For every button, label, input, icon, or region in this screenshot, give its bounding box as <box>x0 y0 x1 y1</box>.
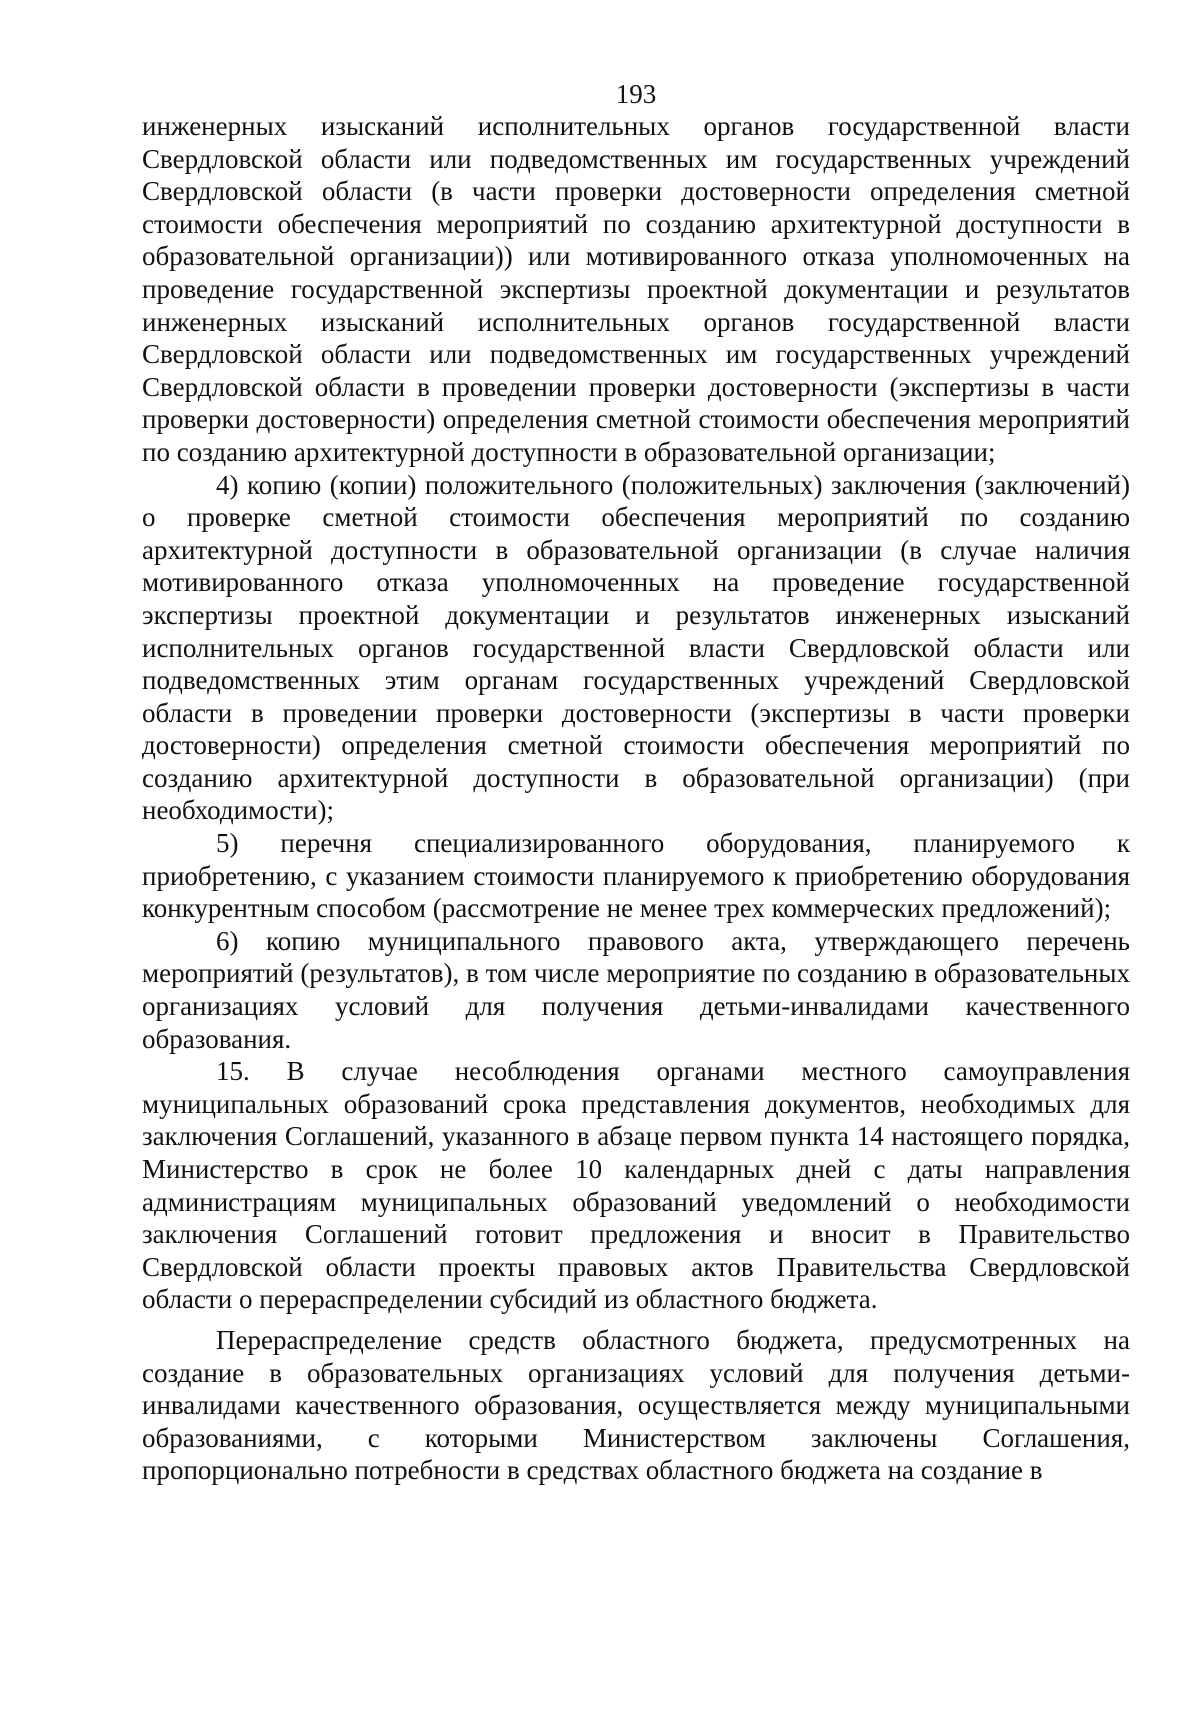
paragraph-continuation: инженерных изысканий исполнительных органов государственной власти Свердловской области или подведомственных им государственных учреждений Свердловской области (в части проверки достоверности определения сметной стоимости обеспечения мероприятий по созданию архитектурной доступности в образовательной организации)) или мотивированного отказа уполномоченных на проведение государственной экспертизы проектной документации и результатов инженерных изысканий исполнительных органов государственной власти Свердловской области или подведомственных им государственных учреждений Свердловской области в проведении проверки достоверности (экспертизы в части проверки достоверности) определения сметной стоимости обеспечения мероприятий по созданию архитектурной доступности в образовательной организации; <box>142 111 1130 467</box>
paragraph-item-5: 5) перечня специализированного оборудования, планируемого к приобретению, с указанием стоимости планируемого к приобретению оборудования конкурентным способом (рассмотрение не менее трех коммерческих предложений); <box>142 828 1130 924</box>
paragraph-item-4: 4) копию (копии) положительного (положительных) заключения (заключений) о проверке сметной стоимости обеспечения мероприятий по созданию архитектурной доступности в образовательной организации (в случае наличия мотивированного отказа уполномоченных на проведение государственной экспертизы проектной документации и результатов инженерных изысканий исполнительных органов государственной власти Свердловской области или подведомственных этим органам государственных учреждений Свердловской области в проведении проверки достоверности (экспертизы в части проверки достоверности) определения сметной стоимости обеспечения мероприятий по созданию архитектурной доступности в образовательной организации) (при необходимости); <box>142 469 1130 826</box>
document-body <box>142 110 1130 1487</box>
paragraph-clause-15: 15. В случае несоблюдения органами местного самоуправления муниципальных образований срока представления документов, необходимых для заключения Соглашений, указанного в абзаце первом пункта 14 настоящего порядка, Министерство в срок не более 10 календарных дней с даты направления администрациям муниципальных образований уведомлений о необходимости заключения Соглашений готовит предложения и вносит в Правительство Свердловской области проекты правовых актов Правительства Свердловской области о перераспределении субсидий из областного бюджета. <box>142 1056 1130 1315</box>
page-number: 193 <box>615 79 657 109</box>
paragraph-item-6: 6) копию муниципального правового акта, утверждающего перечень мероприятий (результатов), в том числе мероприятие по созданию в образовательных организациях условий для получения детьми-инвалидами качественного образования. <box>142 925 1130 1054</box>
paragraph-redistribution: Перераспределение средств областного бюджета, предусмотренных на создание в образовательных организациях условий для получения детьми-инвалидами качественного образования, осуществляется между муниципальными образованиями, с которыми Министерством заключены Соглашения, пропорционально потребности в средствах областного бюджета на создание в <box>142 1324 1130 1486</box>
